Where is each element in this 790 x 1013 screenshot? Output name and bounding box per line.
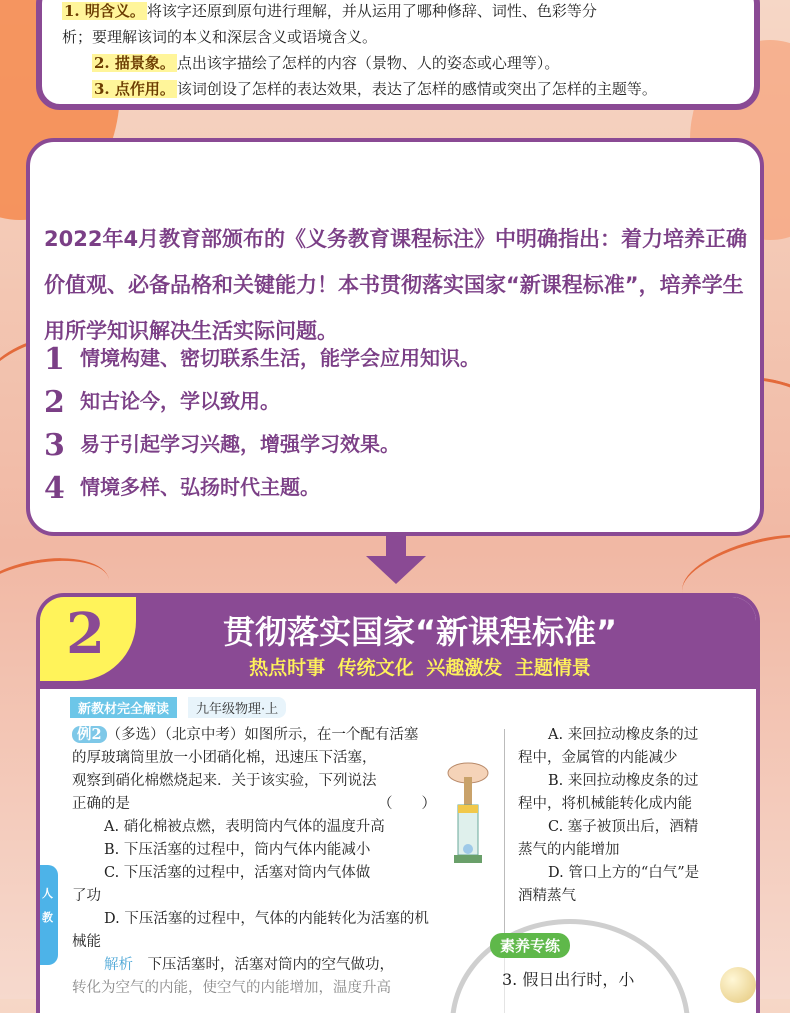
method-label-3: 3. 点作用。	[94, 80, 175, 98]
piston-apparatus-icon	[440, 759, 500, 869]
book-tag: 新教材完全解读	[70, 697, 177, 718]
feature-number: 4	[44, 471, 65, 506]
grade-tag: 九年级物理·上	[188, 697, 286, 718]
option-line: A. 来回拉动橡皮条的过	[548, 727, 699, 743]
down-arrow-icon	[366, 536, 426, 586]
method-line-1b: 析；要理解该词的本义和深层含义或语境含义。	[62, 28, 378, 46]
feature-number: 2	[44, 385, 65, 420]
question-line: 正确的是	[72, 796, 130, 812]
question-line: 观察到硝化棉燃烧起来．关于该实验，下列说法	[72, 773, 377, 789]
analysis-label: 解析	[104, 957, 133, 973]
analysis-text: 下压活塞时，活塞对筒内的空气做功，	[147, 957, 394, 973]
option-line: 械能	[72, 934, 101, 950]
section-number-badge	[40, 597, 136, 681]
method-line-3	[92, 78, 657, 99]
option-line: 程中，金属管的内能减少	[518, 750, 678, 766]
section-title: 贯彻落实国家“新课程标准”	[222, 613, 618, 651]
option-line: C. 塞子被顶出后，酒精	[548, 819, 699, 835]
question-line: 的厚玻璃筒里放一小团硝化棉，迅速压下活塞，	[72, 750, 377, 766]
option-line: D. 下压活塞的过程中，气体的内能转化为活塞的机	[104, 911, 429, 927]
option-line: 蒸气的内能增加	[518, 842, 620, 858]
feature-number: 3	[44, 428, 65, 463]
question-text: （多选）（北京中考）如图所示，在一个配有活塞	[106, 727, 419, 743]
option-line: 酒精蒸气	[518, 888, 576, 904]
method-text-2: 点出该字描绘了怎样的内容（景物、人的姿态或心理等）。	[176, 54, 560, 72]
method-text-1: 将该字还原到原句进行理解，并从运用了哪种修辞、词性、色彩等分	[146, 2, 597, 20]
section-2	[36, 593, 760, 1013]
ball-icon	[720, 967, 756, 1003]
section-header	[40, 597, 756, 689]
method-text-3: 该词创设了怎样的表达效果，表达了怎样的感情或突出了怎样的主题等。	[176, 80, 657, 98]
option-line: C. 下压活塞的过程中，活塞对筒内气体做	[104, 865, 371, 881]
feature-number: 1	[44, 342, 65, 377]
feature-text: 知古论今，学以致用。	[80, 389, 280, 413]
analysis-line: 转化为空气的内能，使空气的内能增加，温度升高	[72, 980, 391, 996]
example-badge: 例2	[72, 726, 107, 743]
question-3-text: 3. 假日出行时，小	[502, 970, 635, 989]
book-page-preview	[40, 689, 756, 1013]
option-line: B. 来回拉动橡皮条的过	[548, 773, 699, 789]
answer-paren: （ ）	[378, 796, 436, 812]
feature-text: 情境构建、密切联系生活，能学会应用知识。	[80, 346, 480, 370]
side-tab-label: 人	[42, 887, 53, 900]
practice-tag: 素养专练	[490, 933, 570, 958]
feature-item	[44, 428, 400, 463]
option-line: A. 硝化棉被点燃，表明筒内气体的温度升高	[104, 819, 385, 835]
method-label-1: 1. 明含义。	[64, 2, 145, 20]
feature-item	[44, 342, 480, 377]
feature-item	[44, 471, 320, 506]
method-card	[36, 0, 760, 110]
option-line: 程中，将机械能转化成内能	[518, 796, 692, 812]
intro-text: 2022年4月教育部颁布的《义务教育课程标注》中明确指出：着力培养正确价值观、必备品格和关键能力！本书贯彻落实国家“新课程标准”，培养学生用所学知识解决生活实际问题。	[44, 227, 748, 343]
method-label-2: 2. 描景象。	[94, 54, 175, 72]
section-number: 2	[66, 601, 105, 667]
side-tab-label: 教	[42, 911, 53, 924]
feature-text: 情境多样、弘扬时代主题。	[80, 475, 320, 499]
method-line-1	[62, 0, 597, 21]
method-line-2	[92, 52, 559, 73]
analysis-line	[104, 953, 394, 974]
intro-card	[26, 138, 764, 536]
section-subtitle: 热点时事 传统文化 兴趣激发 主题情景	[249, 657, 591, 679]
feature-item	[44, 385, 280, 420]
option-line: B. 下压活塞的过程中，筒内气体内能减小	[104, 842, 371, 858]
feature-text: 易于引起学习兴趣，增强学习效果。	[80, 432, 400, 456]
option-line: 了功	[72, 888, 101, 904]
option-line: D. 管口上方的“白气”是	[548, 865, 700, 881]
side-tab	[40, 865, 58, 965]
question-line	[72, 723, 418, 744]
